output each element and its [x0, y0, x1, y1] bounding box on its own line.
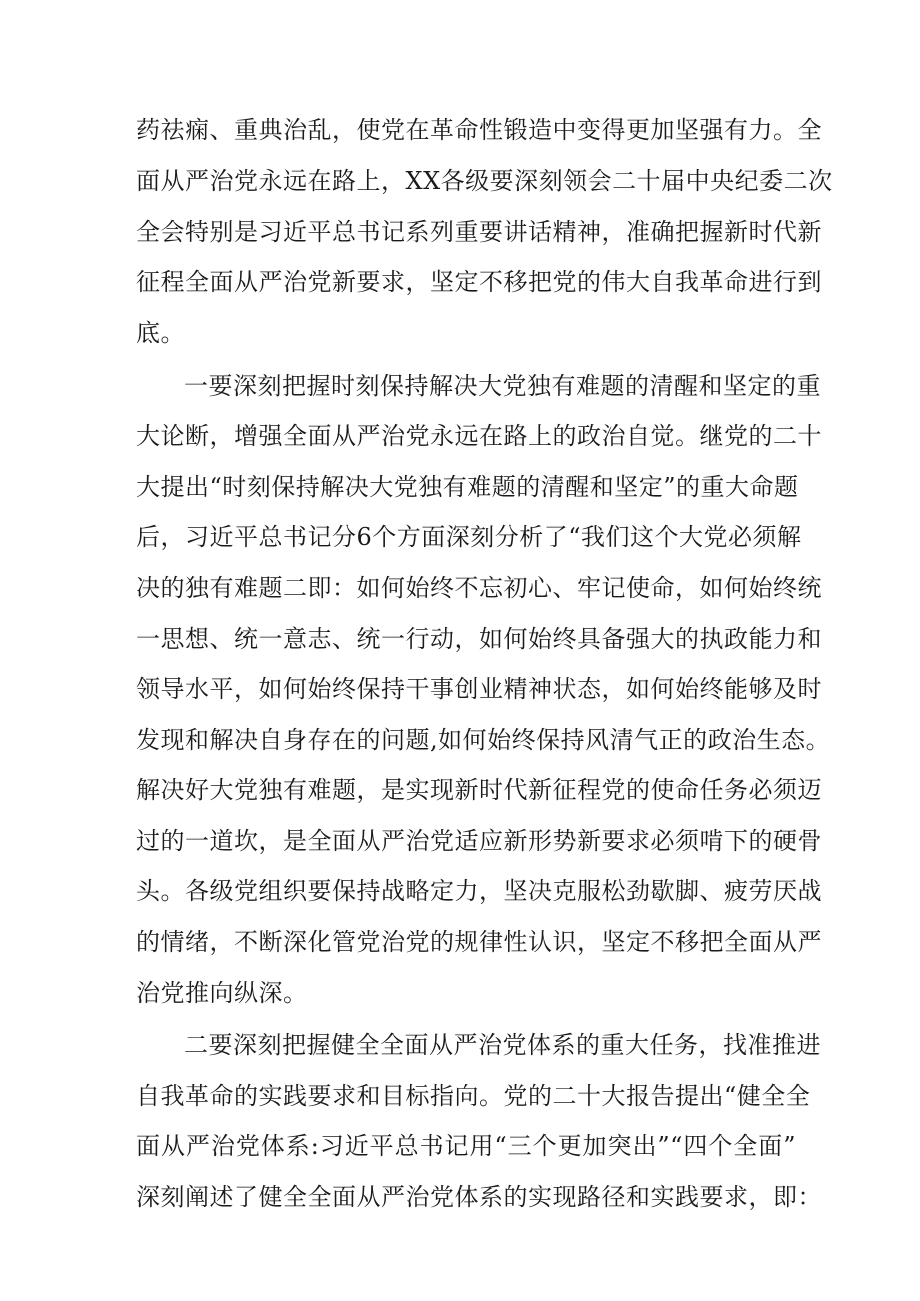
paragraph-2-line-10: 过的一道坎，是全面从严治党适应新形势新要求必须啃下的硬骨: [136, 827, 822, 855]
paragraph-2-line-9: 解决好大党独有难题，是实现新时代新征程党的使命任务必须迈: [136, 776, 822, 804]
paragraph-1-line-5: 底。: [136, 319, 185, 347]
paragraph-2-line-11: 头。各级党组织要保持战略定力，坚决克服松劲歇脚、疲劳厌战: [136, 877, 822, 905]
paragraph-2-line-2: 大论断，增强全面从严治党永远在路上的政治自觉。继党的二十: [136, 422, 822, 450]
paragraph-2-line-6: 一思想、统一意志、统一行动，如何始终具备强大的执政能力和: [136, 625, 822, 653]
paragraph-3-line-4: 深刻阐述了健全全面从严治党体系的实现路径和实践要求，即：: [136, 1183, 822, 1211]
paragraph-3-line-2: 自我革命的实践要求和目标指向。党的二十大报告提出“健全全: [136, 1082, 811, 1110]
paragraph-1-line-4: 征程全面从严治党新要求，坚定不移把党的伟大自我革命进行到: [136, 268, 822, 296]
paragraph-2-line-3: 大提出“时刻保持解决大党独有难题的清醒和坚定”的重大命题: [136, 473, 799, 501]
paragraph-1-line-2: 面从严治党永远在路上，XX各级要深刻领会二十届中央纪委二次: [136, 167, 833, 195]
paragraph-2-line-5: 决的独有难题二即：如何始终不忘初心、牢记使命，如何始终统: [136, 574, 822, 602]
paragraph-1-line-3: 全会特别是习近平总书记系列重要讲话精神，准确把握新时代新: [136, 218, 822, 246]
paragraph-2-line-13: 治党推向纵深。: [136, 979, 308, 1007]
paragraph-2-line-8: 发现和解决自身存在的问题,如何始终保持风清气正的政治生态。: [136, 726, 831, 754]
paragraph-3-line-3: 面从严治党体系:习近平总书记用“三个更加突出”“四个全面”: [136, 1132, 796, 1160]
paragraph-2-line-1: 一要深刻把握时刻保持解决大党独有难题的清醒和坚定的重: [184, 372, 821, 400]
paragraph-2-line-4: 后，习近平总书记分6个方面深刻分析了“我们这个大党必须解: [136, 523, 802, 551]
paragraph-2-line-7: 领导水平，如何始终保持干事创业精神状态，如何始终能够及时: [136, 675, 822, 703]
paragraph-1-line-1: 药祛痫、重典治乱，使党在革命性锻造中变得更加坚强有力。全: [136, 116, 822, 144]
paragraph-2-line-12: 的情绪，不断深化管党治党的规律性认识，坚定不移把全面从严: [136, 928, 822, 956]
paragraph-3-line-1: 二要深刻把握健全全面从严治党体系的重大任务，找准推进: [184, 1031, 821, 1059]
